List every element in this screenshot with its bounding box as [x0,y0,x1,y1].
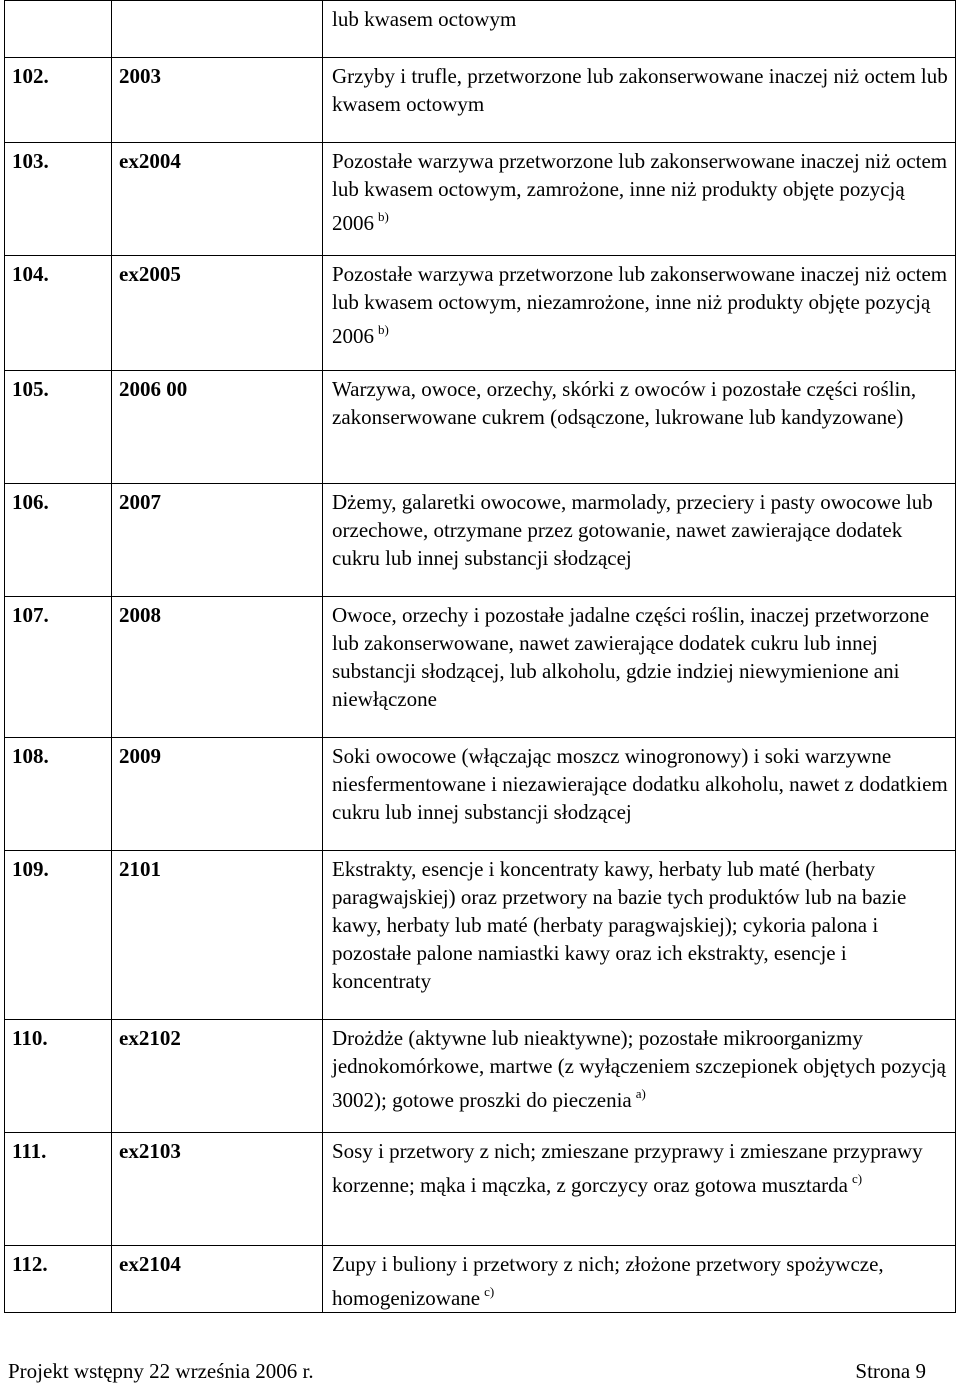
row-number: 103. [5,143,112,256]
row-description [323,1,956,58]
table-row [5,1246,956,1313]
table-row [5,597,956,738]
row-number [5,1,112,58]
footnote-marker: c) [852,1171,863,1186]
row-description [323,484,956,597]
row-number: 106. [5,484,112,597]
description-text: Warzywa, owoce, orzechy, skórki z owoców i pozostałe części roślin, zakonserwowane cukrem (odsączone, lukrowane lub kandyzowane) [332,377,917,429]
row-description [323,143,956,256]
table-row [5,484,956,597]
description-text: Grzyby i trufle, przetworzone lub zakonserwowane inaczej niż octem lub kwasem octowym [332,64,948,116]
row-code: 2003 [112,58,323,143]
description-text: Soki owocowe (włączając moszcz winogronowy) i soki warzywne niesfermentowane i niezawierające dodatku alkoholu, nawet z dodatkiem cukru lub innej substancji słodzącej [332,744,948,824]
row-number: 102. [5,58,112,143]
footnote-marker: b) [378,209,389,224]
row-number: 112. [5,1246,112,1313]
table-row [5,1020,956,1133]
description-text: Dżemy, galaretki owocowe, marmolady, przeciery i pasty owocowe lub orzechowe, otrzymane przez gotowanie, nawet zawierające dodatek cukru lub innej substancji słodzącej [332,490,933,570]
tariff-table [4,0,956,1313]
description-text: Ekstrakty, esencje i koncentraty kawy, herbaty lub maté (herbaty paragwajskiej) oraz przetwory na bazie tych produktów lub na bazie kawy, herbaty lub maté (herbaty paragwajskiej); cykoria palona i pozostałe palone namiastki kawy oraz ich ekstrakty, esencje i koncentraty [332,857,907,993]
description-text: lub kwasem octowym [332,7,517,31]
table-row [5,1,956,58]
description-text: Drożdże (aktywne lub nieaktywne); pozostałe mikroorganizmy jednokomórkowe, martwe (z wyłączeniem szczepionek objętych pozycją 3002); gotowe proszki do pieczenia [332,1026,946,1112]
row-description [323,58,956,143]
table-row [5,1133,956,1246]
row-code: ex2102 [112,1020,323,1133]
row-code: ex2103 [112,1133,323,1246]
row-code: ex2005 [112,256,323,371]
row-code: ex2104 [112,1246,323,1313]
row-number: 107. [5,597,112,738]
table-row [5,851,956,1020]
table-row [5,58,956,143]
row-description [323,1020,956,1133]
footnote-marker: a) [635,1086,646,1101]
footer-date: Projekt wstępny 22 września 2006 r. [8,1359,314,1383]
row-description [323,851,956,1020]
row-number: 110. [5,1020,112,1133]
footnote-marker: b) [378,322,389,337]
row-number: 111. [5,1133,112,1246]
row-code: ex2004 [112,143,323,256]
description-text: Pozostałe warzywa przetworzone lub zakonserwowane inaczej niż octem lub kwasem octowym, zamrożone, inne niż produkty objęte pozycją 2006 [332,149,948,235]
row-code: 2101 [112,851,323,1020]
row-code [112,1,323,58]
row-number: 109. [5,851,112,1020]
description-text: Sosy i przetwory z nich; zmieszane przyprawy i zmieszane przyprawy korzenne; mąka i mączka, z gorczycy oraz gotowa musztarda [332,1139,923,1197]
row-number: 108. [5,738,112,851]
table-row [5,256,956,371]
row-number: 105. [5,371,112,484]
row-description [323,371,956,484]
description-text: Zupy i buliony i przetwory z nich; złożone przetwory spożywcze, homogenizowane [332,1252,884,1310]
row-description [323,1246,956,1313]
description-text: Owoce, orzechy i pozostałe jadalne części roślin, inaczej przetworzone lub zakonserwowane, nawet zawierające dodatek cukru lub innej substancji słodzącej, lub alkoholu, gdzie indziej niewymienione ani niewłączone [332,603,930,711]
row-description [323,256,956,371]
page-number: Strona 9 [855,1359,926,1383]
row-code: 2009 [112,738,323,851]
description-text: Pozostałe warzywa przetworzone lub zakonserwowane inaczej niż octem lub kwasem octowym, niezamrożone, inne niż produkty objęte pozycją 2006 [332,262,948,348]
row-number: 104. [5,256,112,371]
row-description [323,738,956,851]
table-row [5,143,956,256]
row-code: 2008 [112,597,323,738]
table-row [5,371,956,484]
page-footer [8,1358,926,1384]
row-description [323,1133,956,1246]
table-row [5,738,956,851]
row-code: 2007 [112,484,323,597]
row-description [323,597,956,738]
footnote-marker: c) [484,1284,495,1299]
row-code: 2006 00 [112,371,323,484]
